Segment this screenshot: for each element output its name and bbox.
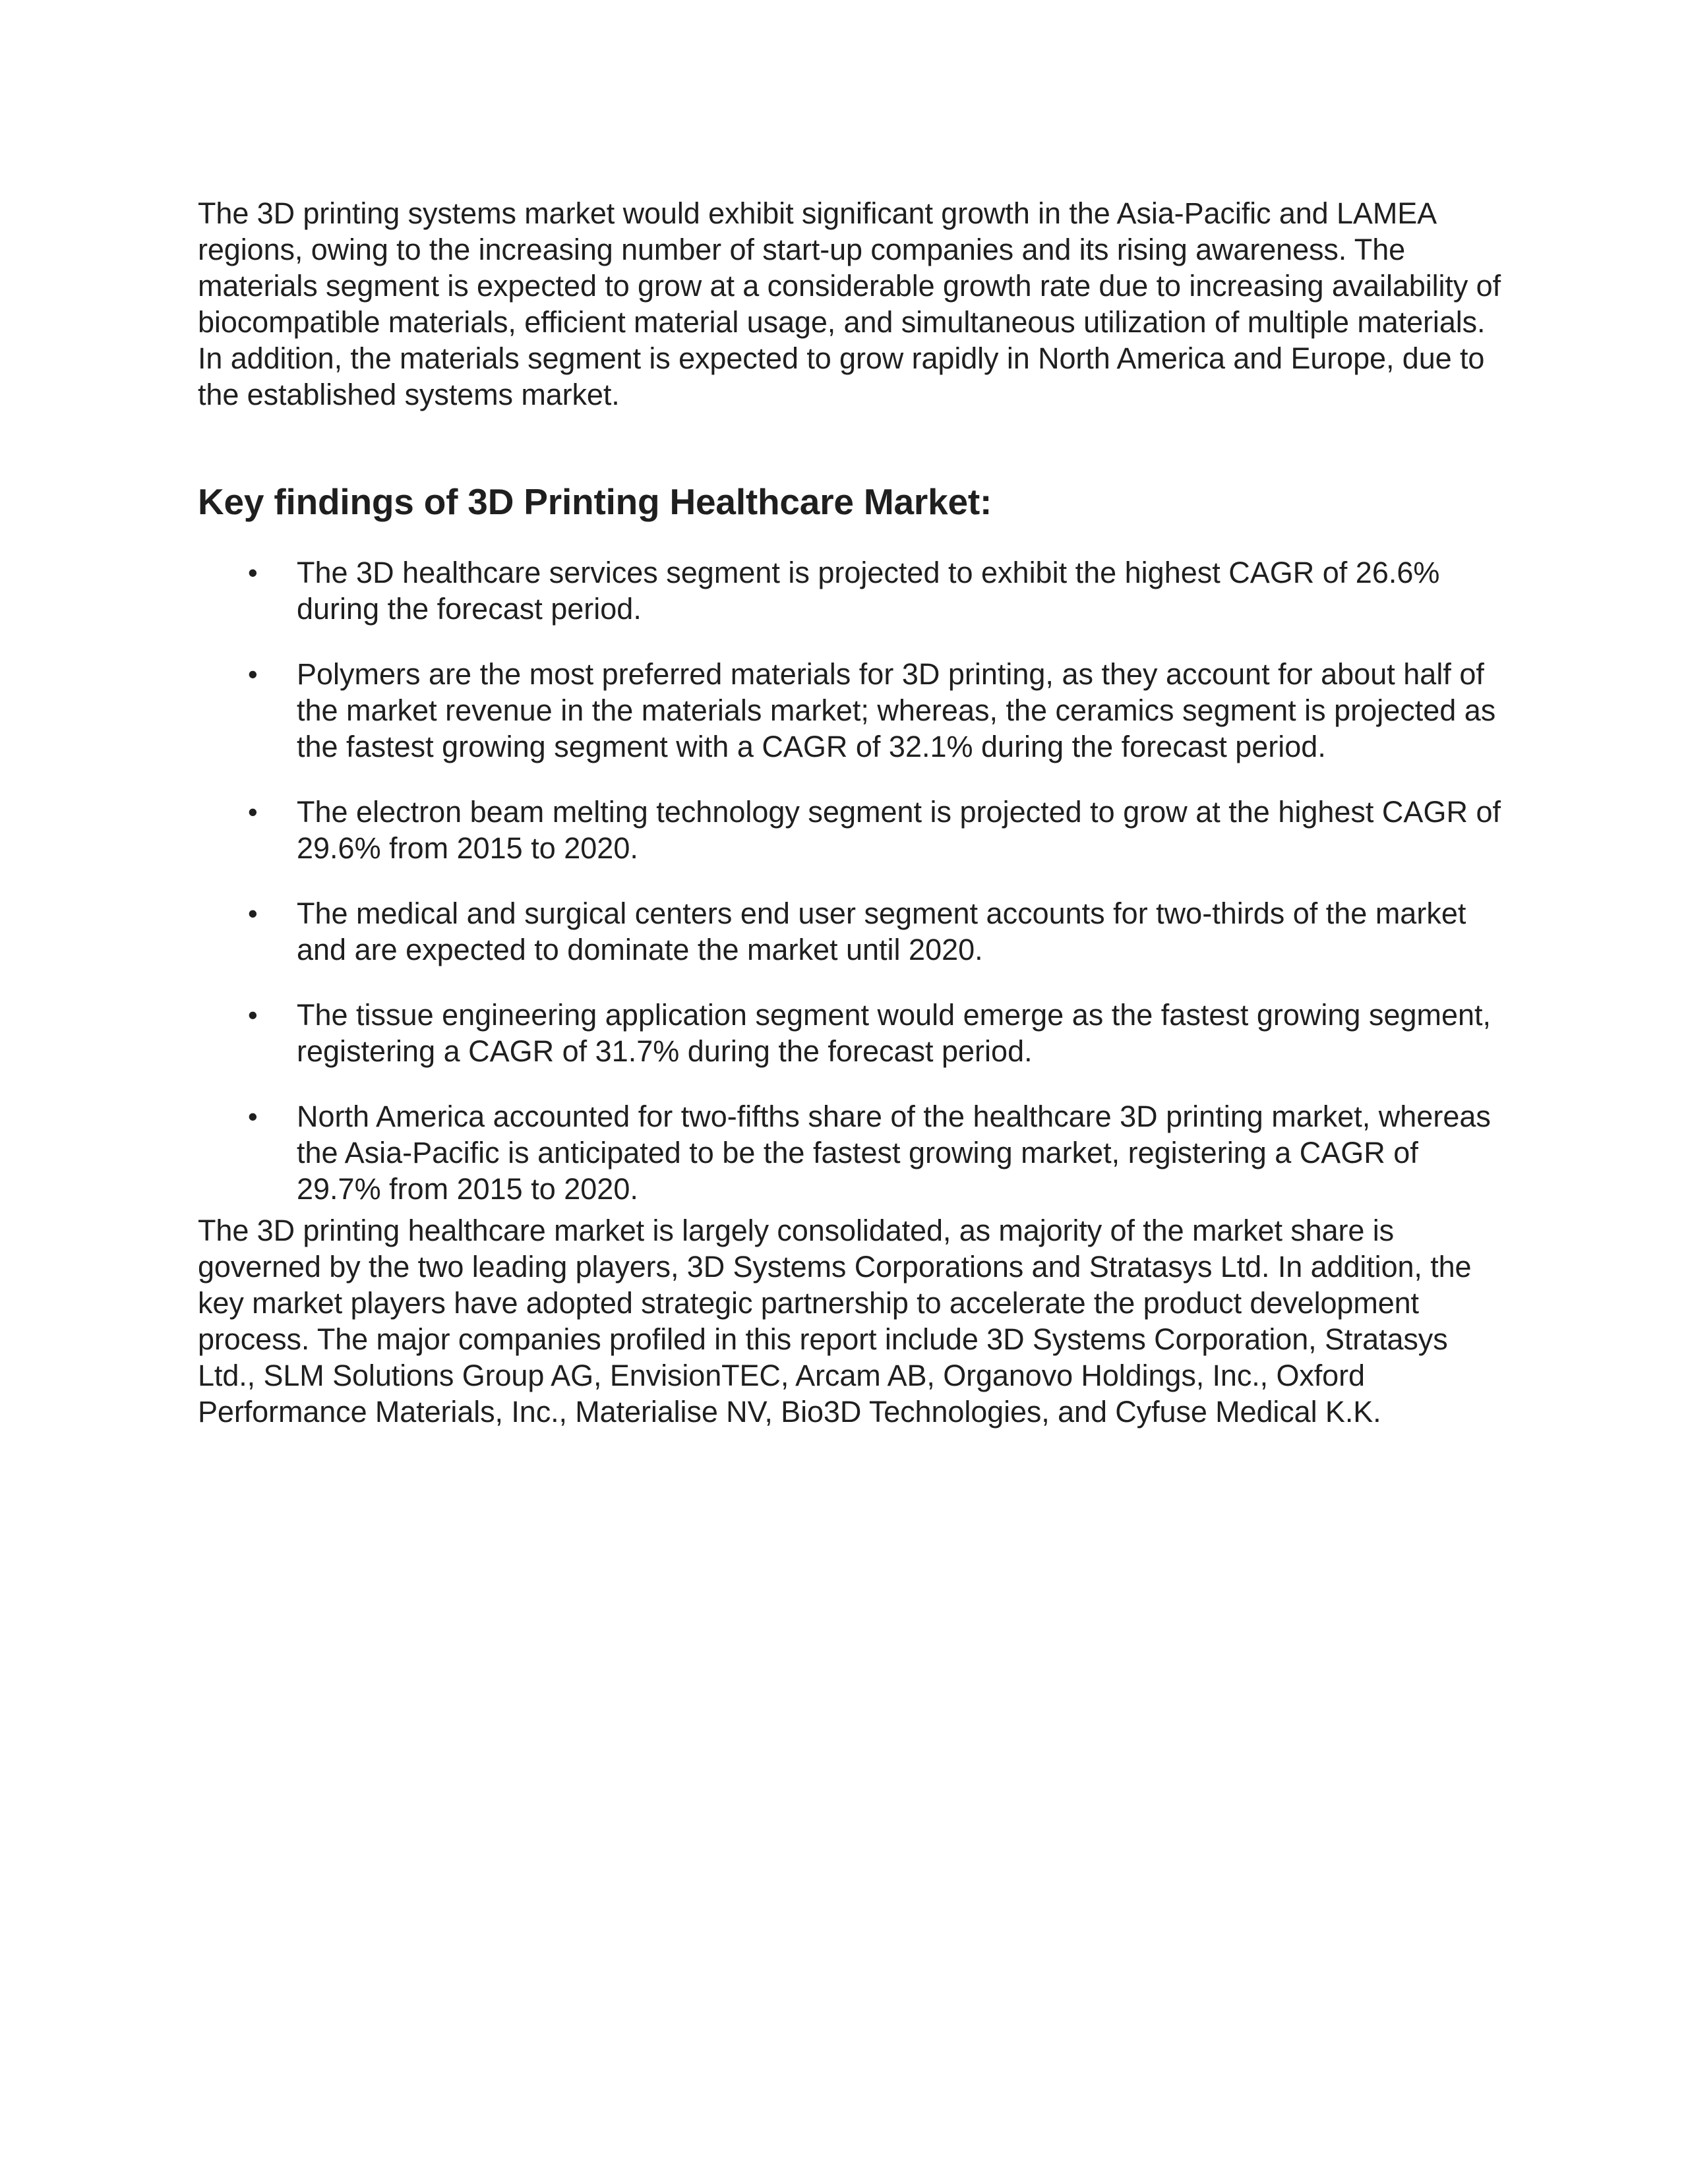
finding-item bbox=[198, 1098, 1503, 1207]
finding-text: The medical and surgical centers end user segment accounts for two-thirds of the market and are expected to dominate the market until 2020. bbox=[297, 897, 1466, 966]
bullet-icon: • bbox=[248, 796, 258, 827]
finding-text: North America accounted for two-fifths share of the healthcare 3D printing market, whereas the Asia-Pacific is anticipated to be the fastest growing market, registering a CAGR of 29.7% from 2015 to 2020. bbox=[297, 1100, 1491, 1206]
finding-item bbox=[198, 895, 1503, 968]
bullet-icon: • bbox=[248, 999, 258, 1030]
finding-text: The electron beam melting technology segment is projected to grow at the highest CAGR of 29.6% from 2015 to 2020. bbox=[297, 795, 1501, 865]
finding-item bbox=[198, 794, 1503, 866]
closing-paragraph: The 3D printing healthcare market is largely consolidated, as majority of the market share is governed by the two leading players, 3D Systems Corporations and Stratasys Ltd. In addition, the key market players have adopted strategic partnership to accelerate the product development process. The major companies profiled in this report include 3D Systems Corporation, Stratasys Ltd., SLM Solutions Group AG, EnvisionTEC, Arcam AB, Organovo Holdings, Inc., Oxford Performance Materials, Inc., Materialise NV, Bio3D Technologies, and Cyfuse Medical K.K. bbox=[198, 1214, 1472, 1429]
bullet-icon: • bbox=[248, 659, 258, 690]
finding-item bbox=[198, 656, 1503, 765]
finding-item bbox=[198, 997, 1503, 1069]
document-page bbox=[198, 195, 1503, 1430]
bullet-icon: • bbox=[248, 1101, 258, 1132]
intro-paragraph: The 3D printing systems market would exhibit significant growth in the Asia-Pacific and LAMEA regions, owing to the increasing number of start-up companies and its rising awareness. The materials segment is expected to grow at a considerable growth rate due to increasing availability of biocompatible materials, efficient material usage, and simultaneous utilization of multiple materials. In addition, the materials segment is expected to grow rapidly in North America and Europe, due to the established systems market. bbox=[198, 196, 1501, 411]
finding-text: Polymers are the most preferred materials for 3D printing, as they account for about half of the market revenue in the materials market; whereas, the ceramics segment is projected as the fastest growing segment with a CAGR of 32.1% during the forecast period. bbox=[297, 657, 1496, 763]
finding-text: The tissue engineering application segment would emerge as the fastest growing segment, registering a CAGR of 31.7% during the forecast period. bbox=[297, 998, 1492, 1068]
finding-item bbox=[198, 554, 1503, 627]
bullet-icon: • bbox=[248, 557, 258, 588]
key-findings-list bbox=[198, 554, 1503, 1207]
bullet-icon: • bbox=[248, 898, 258, 929]
finding-text: The 3D healthcare services segment is projected to exhibit the highest CAGR of 26.6% during the forecast period. bbox=[297, 556, 1440, 626]
section-heading: Key findings of 3D Printing Healthcare Market: bbox=[198, 481, 992, 522]
